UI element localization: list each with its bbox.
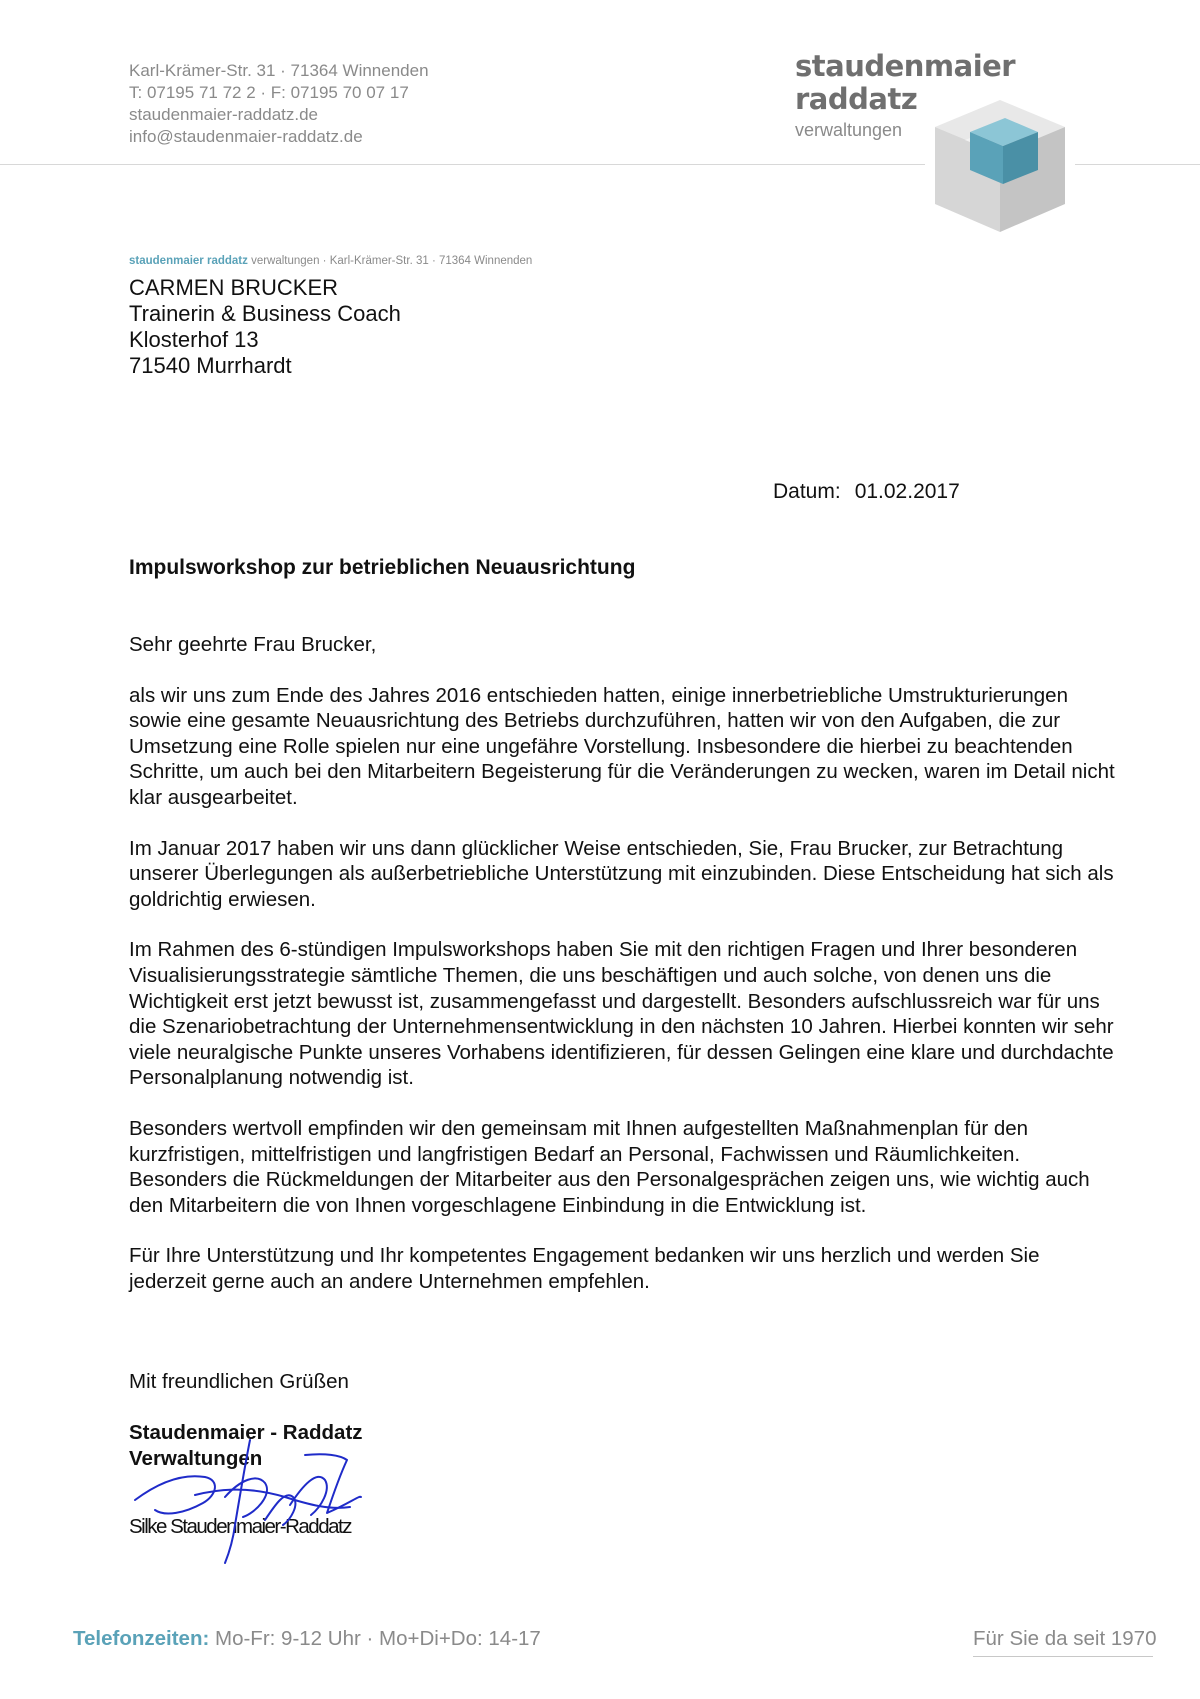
letter-date <box>773 480 960 504</box>
sender-website: staudenmaier-raddatz.de <box>129 105 319 124</box>
footer-phone-hours <box>73 1627 541 1651</box>
letter-body <box>129 632 1119 1319</box>
company-line-2: Verwaltungen <box>129 1446 263 1470</box>
footer-hours-value: Mo-Fr: 9-12 Uhr · Mo+Di+Do: 14-17 <box>209 1627 541 1650</box>
sender-phone-fax: T: 07195 71 72 2 · F: 07195 70 07 17 <box>129 83 409 102</box>
cube-logo-icon <box>930 92 1070 237</box>
footer-hours-label: Telefonzeiten: <box>73 1627 210 1650</box>
signer-name: Silke Staudenmaier-Raddatz <box>129 1515 351 1538</box>
salutation: Sehr geehrte Frau Brucker, <box>129 633 377 656</box>
recipient-title: Trainerin & Business Coach <box>129 301 401 326</box>
sender-address: Karl-Krämer-Str. 31 · 71364 Winnenden <box>129 61 429 80</box>
footer-tagline: Für Sie da seit 1970 <box>973 1627 1157 1650</box>
date-label: Datum: <box>773 480 841 503</box>
date-value: 01.02.2017 <box>854 480 960 503</box>
return-address-line <box>129 255 532 267</box>
recipient-city: 71540 Murrhardt <box>129 353 292 378</box>
header-divider <box>0 164 925 165</box>
company-line-1: Staudenmaier - Raddatz <box>129 1421 363 1444</box>
body-paragraph-5: Für Ihre Unterstützung und Ihr kompetentes Engagement bedanken wir uns herzlich und werden Sie jederzeit gerne auch an andere Unternehmen empfehlen. <box>129 1244 1040 1293</box>
letter-subject: Impulsworkshop zur betrieblichen Neuausrichtung <box>129 556 636 579</box>
body-paragraph-3: Im Rahmen des 6-stündigen Impulsworkshops haben Sie mit den richtigen Fragen und Ihrer besonderen Visualisierungsstrategie sämtliche Themen, die uns beschäftigen und auch solche, von denen uns die Wichtigkeit erst jetzt bewusst ist, zusammengefasst und dargestellt. Besonders aufschlussreich war für uns die Szenariobetrachtung der Unternehmensentwicklung in den nächsten 10 Jahren. Hierbei konnten wir sehr viele neuralgische Punkte unseres Vorhabens identifizieren, für dessen Gelingen eine klare und durchdachte Personalplanung notwendig ist. <box>129 938 1114 1090</box>
body-paragraph-4: Besonders wertvoll empfinden wir den gemeinsam mit Ihnen aufgestellten Maßnahmenplan für den kurzfristigen, mittelfristigen und langfristigen Bedarf an Personal, Fachwissen und Räumlichkeiten. Besonders die Rückmeldungen der Mitarbeiter aus den Personalgesprächen zeigen uns, wie wichtig auch den Mitarbeitern die von Ihnen vorgeschlagene Einbindung in die Entwicklung ist. <box>129 1116 1090 1217</box>
recipient-address <box>129 275 401 379</box>
sender-contact-block <box>129 60 429 148</box>
sender-email: info@staudenmaier-raddatz.de <box>129 127 363 146</box>
return-address-brand: staudenmaier raddatz <box>129 255 248 267</box>
handwritten-signature <box>125 1425 365 1565</box>
recipient-name: CARMEN BRUCKER <box>129 275 339 300</box>
footer-tagline-underline <box>973 1656 1153 1657</box>
return-address-rest: verwaltungen · Karl-Krämer-Str. 31 · 71364 Winnenden <box>247 255 533 267</box>
body-paragraph-2: Im Januar 2017 haben wir uns dann glücklicher Weise entschieden, Sie, Frau Brucker, zur Betrachtung unserer Überlegungen als außerbetriebliche Unterstützung mit einzubinden. Diese Entscheidung hat sich als goldrichtig erwiesen. <box>129 836 1114 911</box>
closing-phrase: Mit freundlichen Grüßen <box>129 1370 349 1393</box>
logo-line-raddatz: raddatz <box>795 82 918 116</box>
logo-line-verwaltungen: verwaltungen <box>795 120 903 140</box>
header-divider-right <box>1075 164 1200 165</box>
body-paragraph-1: als wir uns zum Ende des Jahres 2016 entschieden hatten, einige innerbetriebliche Umstrukturierungen sowie eine gesamte Neuausrichtung des Betriebs durchzuführen, hatten wir von den Aufgaben, die zur Umsetzung eine Rolle spielen nur eine ungefähre Vorstellung. Insbesondere die hierbei zu beachtenden Schritte, um auch bei den Mitarbeitern Begeisterung für die Veränderungen zu wecken, waren im Detail nicht klar ausgearbeitet. <box>129 683 1115 809</box>
recipient-street: Klosterhof 13 <box>129 327 259 352</box>
logo-line-staudenmaier: staudenmaier <box>795 49 1016 83</box>
